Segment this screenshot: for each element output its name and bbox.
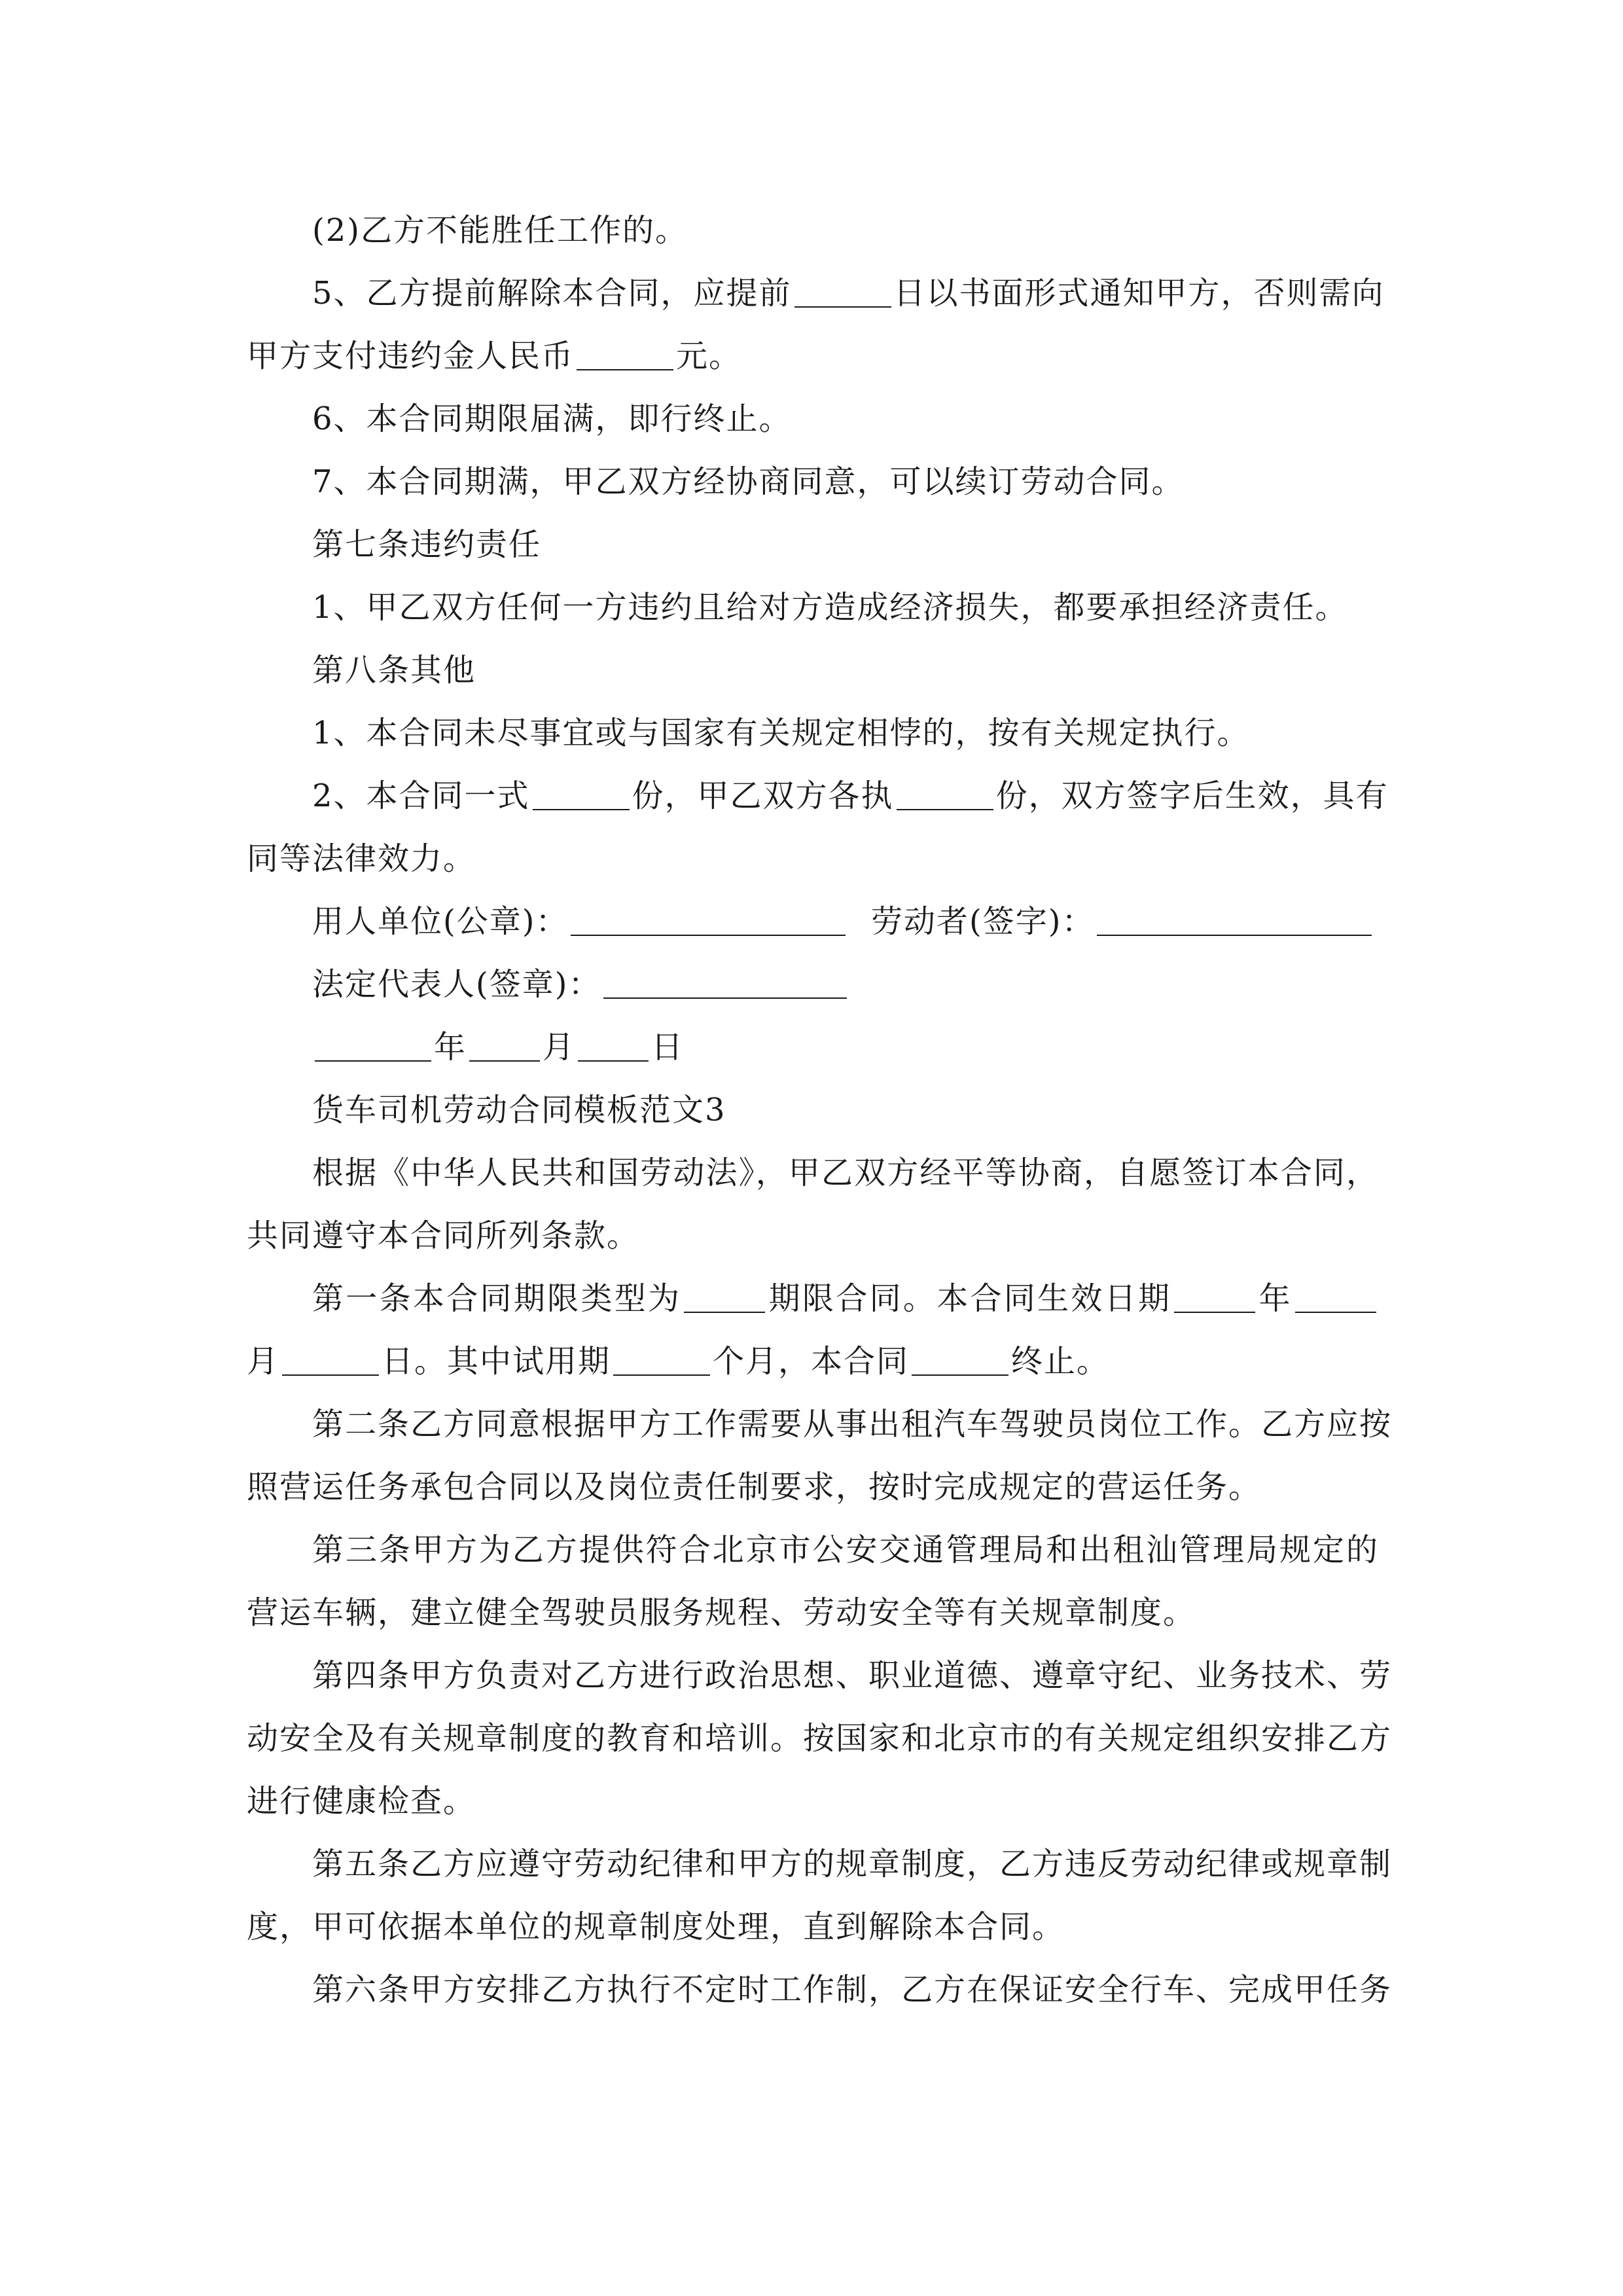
text-line: 7、本合同期满，甲乙双方经协商同意，可以续订劳动合同。 [312, 463, 1185, 500]
text-line: (2)乙方不能胜任工作的。 [312, 212, 688, 249]
text-line: 5、乙方提前解除本合同，应提前 日以书面形式通知甲方，否则需向 [312, 275, 1385, 312]
blank-line [282, 1343, 379, 1376]
text-line: 第三条甲方为乙方提供符合北京市公安交通管理局和出租汕管理局规定的 [312, 1532, 1379, 1568]
text-line: 6、本合同期限届满，即行终止。 [312, 401, 792, 437]
text-line: 2、本合同一式 份，甲乙双方各执 份，双方签字后生效，具有 [312, 778, 1389, 814]
text-line: 1、本合同未尽事宜或与国家有关规定相悖的，按有关规定执行。 [312, 715, 1250, 751]
blank-line [315, 1029, 431, 1062]
text-line: 月 日。其中试用期 个月，本合同 终止。 [247, 1343, 1110, 1380]
text-line: 同等法律效力。 [247, 840, 476, 877]
blank-line [897, 778, 993, 810]
section-heading: 第七条违约责任 [312, 526, 542, 563]
text-line: 照营运任务承包合同以及岗位责任制要求，按时完成规定的营运任务。 [247, 1469, 1262, 1505]
text-line: 第二条乙方同意根据甲方工作需要从事出租汽车驾驶员岗位工作。乙方应按 [312, 1406, 1393, 1443]
text-line: 度，甲可依据本单位的规章制度处理，直到解除本合同。 [247, 1909, 1065, 1945]
signature-blank [603, 966, 847, 999]
text-line: 1、甲乙双方任何一方违约且给对方造成经济损失，都要承担经济责任。 [312, 589, 1348, 626]
blank-line [1295, 1280, 1376, 1313]
blank-line [578, 1029, 649, 1062]
text-line: 进行健康检查。 [247, 1783, 476, 1820]
document-title: 货车司机劳动合同模板范文3 [312, 1092, 726, 1128]
signature-line: 法定代表人(签章)： [312, 965, 1379, 1004]
signature-line: 用人单位(公章)： 劳动者(签字)： [312, 902, 1379, 941]
text-line: 甲方支付违约金人民币 元。 [247, 338, 742, 374]
blank-line [912, 1343, 1008, 1376]
text-line: 第一条本合同期限类型为 期限合同。本合同生效日期 年 [312, 1279, 1379, 1318]
text-line: 营运车辆，建立健全驾驶员服务规程、劳动安全等有关规章制度。 [247, 1594, 1196, 1631]
date-line: 年 月 日 [312, 1028, 1379, 1067]
text-line: 动安全及有关规章制度的教育和培训。按国家和北京市的有关规定组织安排乙方 [247, 1720, 1393, 1757]
signature-blank [571, 903, 846, 936]
blank-line [684, 1280, 765, 1313]
text-line: 第六条甲方安排乙方执行不定时工作制，乙方在保证安全行车、完成甲任务 [312, 1971, 1393, 2008]
blank-line [613, 1343, 710, 1376]
text-line: 共同遵守本合同所列条款。 [247, 1217, 640, 1254]
section-heading: 第八条其他 [312, 652, 476, 689]
text-line: 第五条乙方应遵守劳动纪律和甲方的规章制度，乙方违反劳动纪律或规章制 [312, 1846, 1393, 1882]
blank-line [469, 1029, 540, 1062]
signature-blank [1097, 903, 1372, 936]
blank-line [794, 275, 891, 308]
text-line: 第四条甲方负责对乙方进行政治思想、职业道德、遵章守纪、业务技术、劳 [312, 1657, 1393, 1694]
blank-line [1174, 1280, 1255, 1313]
blank-line [533, 778, 630, 810]
blank-line [577, 338, 673, 370]
text-line: 根据《中华人民共和国劳动法》，甲乙双方经平等协商，自愿签订本合同， [312, 1155, 1379, 1191]
